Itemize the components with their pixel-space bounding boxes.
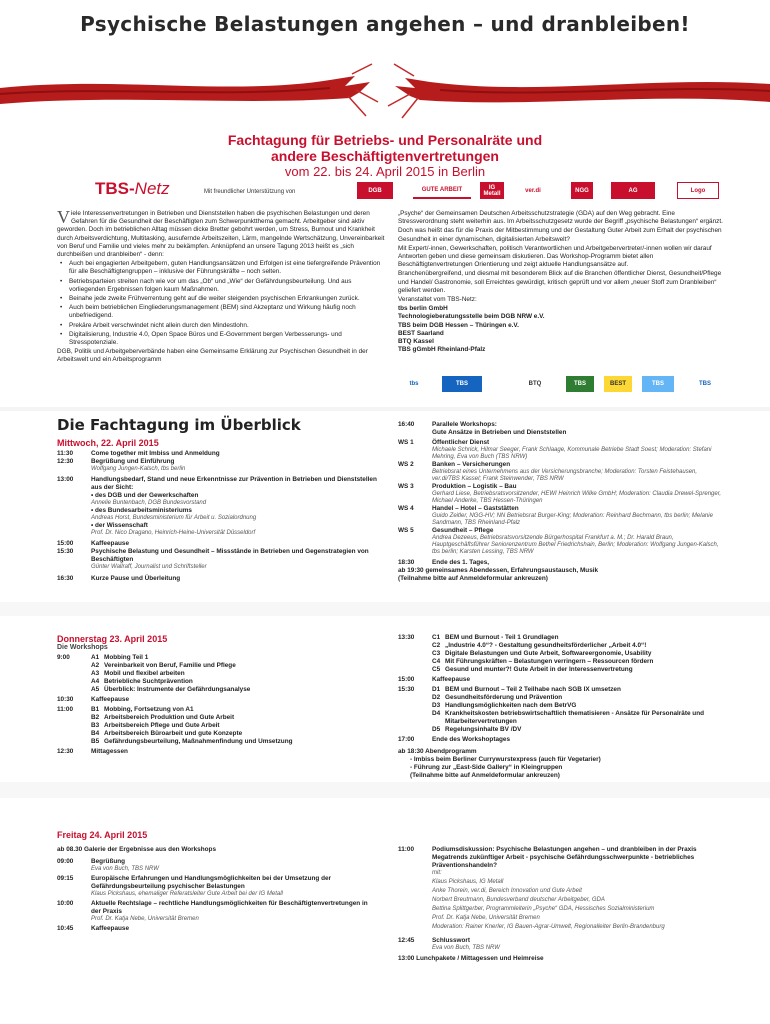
thursday-morning-schedule	[57, 654, 377, 756]
schedule-row: 16:40 Parallele Workshops:	[398, 421, 497, 428]
schedule-row: 15:30 D1 BEM und Burnout – Teil 2 Teilhabe nach SGB IX umsetzen	[398, 686, 621, 693]
partner-logo-tbs-rlp: TBS	[642, 376, 674, 392]
schedule-row: 13:00 Handlungsbedarf, Stand und neue Erkenntnisse zur Prävention in Betrieben und Dienststellen aus der Sicht:	[57, 476, 377, 491]
event-title-line1: Fachtagung für Betriebs- und Personalräte und	[227, 132, 543, 148]
schedule-row: B2 Arbeitsbereich Produktion und Gute Arbeit	[91, 714, 235, 721]
organizer-item: BEST Saarland	[398, 329, 444, 337]
panelist: Klaus Pickshaus, IG Metall	[432, 879, 504, 885]
intro-paragraph-5: Mit Expert/-innen, Gewerkschaften, politisch Verantwortlichen und Arbeitgebervertreter/-innen wollen wir darauf Antworten geben und diese gemeinsam diskutieren. Das Workshop-Programm bietet allen Beschäftigtenvertretungen Orientierung und zeigt aktuelle Handlungsansätze auf.	[398, 244, 712, 269]
verdi-logo: ver.di	[513, 182, 553, 199]
friday-title: Freitag 24. April 2015	[57, 830, 148, 840]
organizer-list	[398, 305, 724, 354]
schedule-row: A3 Mobil und flexibel arbeiten	[91, 670, 185, 677]
sponsor-logo-7: Logo	[677, 182, 719, 199]
overview-title: Die Fachtagung im Überblick	[57, 416, 301, 434]
partner-logo-tbs-berlin: tbs	[409, 381, 419, 387]
schedule-row: B3 Arbeitsbereich Pflege und Gute Arbeit	[91, 722, 220, 729]
intro-paragraph-1: iele Interessenvertretungen in Betrieben und Dienststellen haben die psychischen Belastungen und deren Gefahren für die Gesundheit der Beschäftigten zum Schwerpunktthema gemacht. Arbeitgeber sind aktiv geworden. Doch im betrieblichen Alltag müssen dicke Bretter gebohrt werden, um Stress, Burnout und Krankheit durch Arbeitsverdichtung, Multitasking, ausufernde Arbeitszeiten, Lärm, mangelnde Wertschätzung, Unvereinbarkeit von Beruf und Familie und vieles mehr zu bekämpfen. Anknüpfend an unsere Tagung 2013 heißt es „sich durchbeißen und dranbleiben“ - denn:	[57, 210, 385, 259]
schedule-row: 17:00 Ende des Workshoptages	[398, 736, 511, 743]
section-band	[0, 782, 770, 798]
intro-paragraph-6: Branchenübergreifend, und diesmal mit besonderem Blick auf die Branchen öffentlicher Dienst, Gesundheit/Pflege und Handel/ Gastronomie, soll Erreichtes gewürdigt, kritisch geprüft und vor allem „neuer Stoff zum Dranbleiben“ geliefert werden.	[398, 270, 722, 294]
intro-paragraph-4: Doch was heißt das für die Praxis der Mitbestimmung und der Gestaltung Guter Arbeit zum Erhalt der psychischen Gesundheit in einer dynamischen, digitalisierten Arbeitswelt?	[398, 227, 722, 243]
dgb-logo: DGB	[357, 182, 393, 199]
thursday-right-panel	[398, 634, 724, 780]
event-date: vom 22. bis 24. April 2015 in Berlin	[284, 164, 486, 179]
tbs-netz-logo: TBS-Netz	[95, 179, 170, 198]
schedule-row: 11:30 Come together mit Imbiss und Anmeldung	[57, 450, 220, 457]
evening-program-title: ab 18:30 Abendprogramm	[398, 748, 477, 755]
schedule-row: A2 Vereinbarkeit von Beruf, Familie und Pflege	[91, 662, 236, 669]
panelist: Bettina Splittgerber, Programmleiterin „Psyche“ GDA, Hessisches Sozialministerium	[432, 906, 655, 912]
schedule-row: D2 Gesundheitsförderung und Prävention	[432, 694, 563, 701]
partner-logo-tbs-nrw: TBS	[442, 376, 482, 392]
thursday-left-panel	[57, 634, 377, 756]
closing-note: 13:00 Lunchpakete / Mittagessen und Heimreise	[398, 955, 544, 962]
list-item: • Prekäre Arbeit verschwindet nicht allein durch den Mindestlohn.	[57, 322, 385, 330]
panelist: Anke Thorein, ver.di, Bereich Innovation und Gute Arbeit	[432, 888, 582, 894]
schedule-row: • der Wissenschaft Prof. Dr. Nico Dragano, Heinrich-Heine-Universität Düsseldorf	[91, 522, 256, 536]
section-divider	[0, 407, 770, 411]
intro-bullet-list	[57, 260, 385, 347]
workshop-row: WS 4 Handel – Hotel – Gaststätten Guido Zeitler, NGG-HV; NN Betriebsrat Burger-King; Moderation: Reinhard Bechmann, tbs berlin; Melanie Sandmann, TBS Rheinland-Pfalz	[398, 505, 713, 526]
evening-program-item: - Imbiss beim Berliner Currywurstexpress (auch für Vegetarier)	[410, 756, 601, 763]
registration-note: (Teilnahme bitte auf Anmeldeformular ankreuzen)	[410, 772, 560, 779]
intro-left-column	[57, 207, 385, 366]
schedule-row: A5 Überblick: Instrumente der Gefährdungsanalyse	[91, 686, 251, 693]
evening-program-item: - Führung zur „East-Side Gallery“ in Kleingruppen	[410, 764, 563, 771]
evening-note: ab 19:30 gemeinsames Abendessen, Erfahrungsaustausch, Musik	[398, 567, 599, 574]
wednesday-schedule	[57, 450, 377, 583]
dropcap: V	[57, 207, 70, 227]
schedule-row: 09:00 Begrüßung Eva von Buch, TBS NRW	[57, 858, 159, 872]
partner-logo-row	[398, 374, 724, 396]
section-band	[0, 602, 770, 616]
list-item: • Auch bei engagierten Arbeitgebern, guten Handlungsansätzen und Erfolgen ist eine tiefergreifende Prävention für alle Beschäftigtengruppen – inklusive der Führungskräfte – noch selten.	[57, 260, 385, 276]
schedule-row: C5 Gesund und munter?! Gute Arbeit in der Interessenvertretung	[432, 666, 633, 673]
panel-discussion-topic: Megatrends zukünftiger Arbeit - psychische Gefährdungsschwerpunkte - betriebliches Präventionshandeln?	[432, 854, 695, 869]
partner-logo-best: BEST	[604, 376, 632, 392]
panelist: Norbert Breutmann, Bundesverband deutscher Arbeitgeber, GDA	[432, 897, 605, 903]
schedule-row: 9:00 A1 Mobbing Teil 1	[57, 654, 149, 661]
intro-paragraph-2: DGB, Politik und Arbeitgeberverbände haben eine Gemeinsame Erklärung zur Psychischen Gesundheit in der Arbeitswelt und ein Arbeitsprogramm	[57, 348, 368, 364]
organizer-label: Veranstaltet vom TBS-Netz:	[398, 296, 477, 304]
torn-rope-illustration	[0, 36, 770, 128]
schedule-row: B4 Arbeitsbereich Büroarbeit und gute Konzepte	[91, 730, 243, 737]
ngg-logo: NGG	[571, 182, 593, 199]
schedule-row: 12:45 Schlusswort Eva von Buch, TBS NRW	[398, 937, 500, 951]
workshop-row: WS 3 Produktion – Logistik – Bau Gerhard Liese, Betriebsratsvorsitzender, HEWI Heinrich Wilke GmbH; Moderation: Claudia Drewel-Sprenger, Michael Anderke, TBS Hessen-Thüringen	[398, 483, 722, 504]
gute-arbeit-logo: GUTE ARBEIT	[413, 182, 471, 199]
schedule-row: 10:45 Kaffeepause	[57, 925, 130, 932]
friday-right-panel	[398, 846, 724, 963]
schedule-row: 11:00 B1 Mobbing, Fortsetzung von A1	[57, 706, 194, 713]
schedule-row: D4 Krankheitskosten betriebswirtschaftlich thematisieren - Ansätze für Personalräte und Mitarbeitervertretungen	[432, 710, 705, 725]
partner-logo-tbs-hessen: TBS	[566, 376, 594, 392]
panel-discussion-title: Podiumsdiskussion: Psychische Belastungen angehen – und dranbleiben in der Praxis	[432, 846, 697, 853]
schedule-row: D3 Handlungsmöglichkeiten nach dem BetrVG	[432, 702, 577, 709]
schedule-row: 15:30 Psychische Belastung und Gesundheit – Missstände in Betrieben und Gegenstrategien von Beschäftigten Günter Wallraff, Journalist und Schriftsteller	[57, 548, 369, 570]
sponsor-row	[95, 180, 735, 202]
organizer-item: Technologieberatungsstelle beim DGB NRW e.V.	[398, 313, 545, 321]
schedule-row: 11:00 Podiumsdiskussion: Psychische Belastungen angehen – und dranbleiben in der Praxis Megatrends zukünftiger Arbeit - psychische Gefährdungsschwerpunkte - betriebliches Präventionshandeln? mit: Klaus Pickshaus, IG Metall Anke Thorein, ver.di, Bereich Innovation und Gute Arbeit Norbert Breutmann, Bundesverband deutscher Arbeitgeber, GDA Bettina Splittgerber, Programmleiterin „Psyche“ GDA, Hessisches Sozialministerium Prof. Dr. Katja Nebe, Universität Bremen Moderation: Rainer Knerler, IG Bauen-Agrar-Umwelt, Regionalleiter Berlin-Brandenburg	[398, 846, 724, 931]
list-item: • Auch beim betrieblichen Eingliederungsmanagement (BEM) sind Akzeptanz und Wirkung häufig noch unbefriedigend.	[57, 304, 385, 320]
intro-right-column	[398, 210, 724, 354]
panelist: Prof. Dr. Katja Nebe, Universität Bremen	[432, 915, 540, 921]
schedule-row: 16:30 Kurze Pause und Überleitung	[57, 575, 181, 582]
friday-left-panel	[57, 830, 377, 933]
workshops-subtitle: Die Workshops	[57, 644, 108, 651]
partner-logo-tbs: TBS	[699, 381, 711, 387]
schedule-row: 12:30 Mittagessen	[57, 748, 128, 755]
schedule-row: 09:15 Europäische Erfahrungen und Handlungsmöglichkeiten bei der Umsetzung der Gefährdungsbeurteilung psychischer Belastungen Klaus Pickshaus, ehemaliger Referatsleiter Gute Arbeit bei der IG Metall	[57, 875, 332, 897]
schedule-row: 15:00 Kaffeepause	[398, 676, 471, 683]
event-title-line2: andere Beschäftigtenvertretungen	[271, 148, 499, 164]
schedule-row: 15:00 Kaffeepause	[57, 540, 130, 547]
thursday-title: Donnerstag 23. April 2015	[57, 634, 168, 644]
schedule-row: • des DGB und der Gewerkschaften Annelie Buntenbach, DGB Bundesvorstand	[91, 492, 207, 506]
organizer-item: TBS beim DGB Hessen – Thüringen e.V.	[398, 321, 519, 329]
panelists-label: mit:	[432, 870, 442, 876]
page-headline: Psychische Belastungen angehen – und dranbleiben!	[80, 12, 690, 36]
schedule-row: D5 Regelungsinhalte BV /DV	[432, 726, 522, 733]
organizer-item: tbs berlin GmbH	[398, 305, 448, 313]
gallery-note: ab 08.30 Galerie der Ergebnisse aus den Workshops	[57, 846, 217, 853]
schedule-row: 10:30 Kaffeepause	[57, 696, 130, 703]
workshop-row: WS 5 Gesundheit – Pflege Andrea Dezeeus, Betriebsratsvorsitzende Bürgerhospital Frankfurt a. M.; Dr. Harald Braun, Hauptgeschäftsführer Seniorenzentrum Bethel Friedrichshain, Berlin; Moderation: Wolfgang Jungen-Kalsch, tbs berlin; Karsten Lessing, TBS NRW	[398, 527, 719, 555]
ig-metall-logo: IG Metall	[480, 182, 504, 199]
workshop-row: WS 2 Banken – Versicherungen Betriebsrat eines Unternehmens aus der Versicherungsbranche; Moderation: Torsten Feistehausen, ver.di/TBS Kassel; Frank Steinwender, TBS NRW	[398, 461, 698, 482]
schedule-row: A4 Betriebliche Suchtprävention	[91, 678, 193, 685]
sponsor-logo-6: AG	[611, 182, 655, 199]
overview-left-panel	[57, 416, 377, 583]
schedule-row: C2 „Industrie 4.0“? - Gestaltung gesundheitsförderlicher „Arbeit 4.0“!	[432, 642, 647, 649]
list-item: • Betriebsparteien streiten nach wie vor um das „Ob“ und „Wie“ der Gefährdungsbeurteilung. Und aus vorliegenden Ergebnissen folgen kaum Maßnahmen.	[57, 278, 385, 294]
overview-right-panel	[398, 421, 724, 583]
event-title	[0, 132, 770, 164]
registration-note: (Teilnahme bitte auf Anmeldeformular ankreuzen)	[398, 575, 548, 582]
schedule-row: C4 Mit Führungskräften – Belastungen verringern – Ressourcen fördern	[432, 658, 654, 665]
list-item: • Digitalisierung, Industrie 4.0, Open Space Büros und E-Government bergen Verbesserungs- und Stresspotenziale.	[57, 331, 385, 347]
schedule-row: B5 Gefährdungsbeurteilung, Maßnahmenfindung und Umsetzung	[91, 738, 293, 745]
organizer-item: TBS gGmbH Rheinland-Pfalz	[398, 346, 486, 354]
organizer-item: BTQ Kassel	[398, 338, 434, 346]
friday-schedule	[57, 846, 377, 933]
moderator: Moderation: Rainer Knerler, IG Bauen-Agrar-Umwelt, Regionalleiter Berlin-Brandenburg	[432, 924, 665, 930]
partner-logo-btq: BTQ	[528, 381, 542, 387]
support-text: Mit freundlicher Unterstützung von	[204, 189, 296, 195]
workshop-row: WS 1 Öffentlicher Dienst Michaele Schrick, Hilmar Seeger, Frank Schlaage, Kommunale Betriebe Stadt Soest; Moderation: Stefani Mehring, Eva von Buch (TBS NRW)	[398, 439, 712, 460]
schedule-row: 18:30 Ende des 1. Tages,	[398, 559, 490, 566]
list-item: • Beinahe jede zweite Frühverrentung geht auf die weiter steigenden psychischen Erkrankungen zurück.	[57, 295, 385, 303]
schedule-row: C3 Digitale Belastungen und Gute Arbeit, Softwareergonomie, Usability	[432, 650, 652, 657]
schedule-row: • des Bundesarbeitsministeriums Andreas Horst, Bundesministerium für Arbeit u. Sozialordnung	[91, 507, 257, 521]
schedule-row: Gute Ansätze in Betrieben und Dienststellen	[432, 429, 567, 436]
schedule-row: 10:00 Aktuelle Rechtslage – rechtliche Handlungsmöglichkeiten für Beschäftigtenvertretungen in der Praxis Prof. Dr. Katja Nebe, Universität Bremen	[57, 900, 368, 922]
schedule-row: 13:30 C1 BEM und Burnout - Teil 1 Grundlagen	[398, 634, 559, 641]
wednesday-title: Mittwoch, 22. April 2015	[57, 438, 159, 448]
intro-paragraph-3: „Psyche“ der Gemeinsamen Deutschen Arbeitsschutzstrategie (GDA) auf den Weg gebracht. Eine Stressverordnung steht weiterhin aus. Im Arbeitsschutzgesetz wurde der Begriff „psychische Belastungen“ ergänzt.	[398, 210, 723, 226]
schedule-row: 12:30 Begrüßung und Einführung Wolfgang Jungen-Kalsch, tbs berlin	[57, 458, 186, 472]
